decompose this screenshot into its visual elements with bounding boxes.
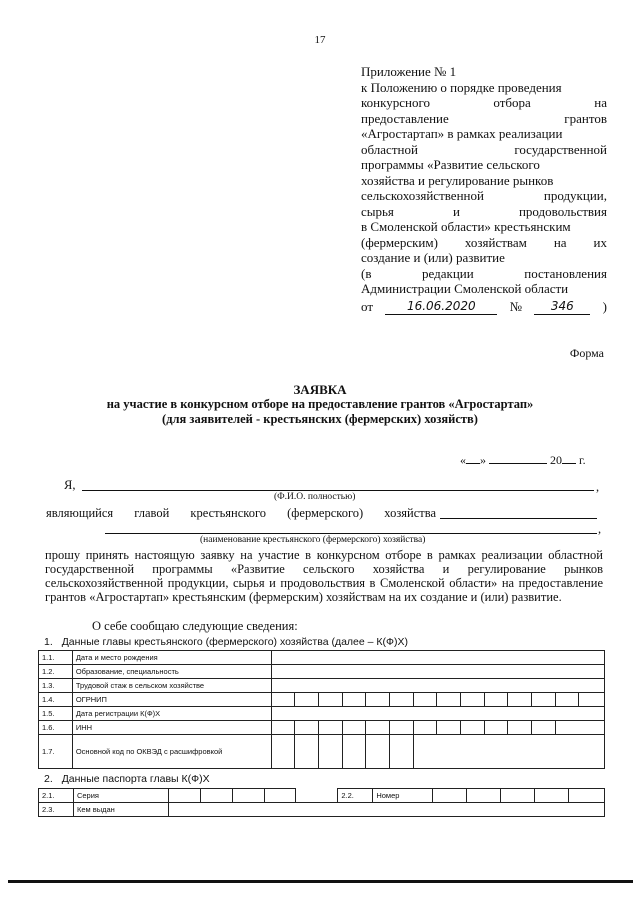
day-blank[interactable] (466, 452, 480, 464)
ogrnip-digit-cell[interactable] (484, 693, 508, 707)
number-digit-cell[interactable] (467, 789, 501, 803)
appendix-word: (в (361, 265, 372, 281)
spacer-cell (296, 789, 338, 803)
table-row (39, 735, 605, 769)
inn-digit-cell[interactable] (484, 721, 508, 735)
row-number: 2.3. (39, 803, 74, 817)
table-row (39, 707, 605, 721)
month-blank[interactable] (489, 452, 547, 464)
inn-digit-cell[interactable] (460, 721, 484, 735)
title-line-3: (для заявителей - крестьянских (фермерских) хозяйств) (162, 412, 478, 426)
okved-description-cell[interactable] (413, 735, 604, 769)
year-blank[interactable] (562, 452, 576, 464)
section1-heading (44, 636, 408, 648)
appendix-line (361, 80, 607, 96)
appendix-line (361, 95, 607, 111)
row-number: 1.6. (39, 721, 73, 735)
row-label: Кем выдан (73, 803, 168, 817)
series-digit-cell[interactable] (168, 789, 200, 803)
appendix-line (361, 111, 607, 127)
farm-comma: , (598, 522, 602, 536)
ogrnip-digit-cell[interactable] (390, 693, 414, 707)
appendix-line (361, 204, 607, 220)
appendix-word: к Положению о порядке проведения (361, 79, 562, 95)
inn-digit-cell[interactable] (437, 721, 461, 735)
section2-number: 2. (44, 773, 53, 785)
inn-digit-cell[interactable] (413, 721, 437, 735)
okved-digit-cell[interactable] (366, 735, 390, 769)
fio-caption: (Ф.И.О. полностью) (274, 492, 356, 502)
appendix-word: и (452, 203, 460, 219)
appendix-word: (фермерским) (361, 234, 438, 250)
table-row (39, 651, 605, 665)
appendix-word: предоставление (361, 110, 449, 126)
inn-digit-cell[interactable] (508, 721, 532, 735)
appendix-line (361, 281, 607, 297)
inn-digit-cell[interactable] (342, 721, 366, 735)
appendix-word: конкурсного (361, 95, 430, 110)
form-label: Форма (569, 346, 604, 360)
section2-title: Данные паспорта главы К(Ф)Х (61, 773, 210, 785)
farm-name-field-2[interactable] (105, 533, 597, 534)
row-number: 1.4. (39, 693, 73, 707)
ogrnip-digit-cell[interactable] (319, 693, 343, 707)
education-cell[interactable] (271, 665, 604, 679)
appendix-line (361, 235, 607, 251)
appendix-word: Администрации Смоленской области (361, 281, 569, 296)
year-prefix: 20 (550, 453, 562, 467)
ogrnip-digit-cell[interactable] (437, 693, 461, 707)
appendix-word: сельскохозяйственной (361, 188, 484, 203)
number-digit-cell[interactable] (568, 789, 604, 803)
appendix-date-line (361, 299, 607, 316)
row-number: 1.5. (39, 707, 73, 721)
row-label: Основной код по ОКВЭД с расшифровкой (72, 735, 271, 769)
table-row (39, 679, 605, 693)
appendix-line (361, 266, 607, 282)
table-row (39, 665, 605, 679)
section2-table (38, 788, 605, 817)
date-line (460, 452, 586, 468)
ogrnip-digit-cell[interactable] (555, 693, 579, 707)
okved-digit-cell[interactable] (319, 735, 343, 769)
birth-date-place-cell[interactable] (271, 651, 604, 665)
ot-label: от (361, 298, 374, 314)
appendix-word: «Агростартап» в рамках реализации (361, 126, 563, 141)
title-line-1: ЗАЯВКА (293, 382, 347, 397)
close-paren: ) (602, 298, 607, 314)
appendix-line (361, 173, 607, 189)
okved-digit-cell[interactable] (271, 735, 295, 769)
row-label: Образование, специальность (72, 665, 271, 679)
appendix-block (361, 64, 607, 315)
ogrnip-digit-cell[interactable] (508, 693, 532, 707)
appendix-word: сырья (361, 203, 394, 219)
number-digit-cell[interactable] (433, 789, 467, 803)
appendix-word: хозяйства и регулирование рынков (361, 172, 554, 188)
appendix-word: областной (361, 141, 418, 157)
appendix-line (361, 188, 607, 204)
row-label: Трудовой стаж в сельском хозяйстве (72, 679, 271, 693)
close-quote: » (480, 453, 486, 467)
about-self: О себе сообщаю следующие сведения: (92, 619, 298, 633)
table-row (39, 789, 605, 803)
farm-name-field-1[interactable] (440, 518, 597, 519)
appendix-line (361, 157, 607, 173)
series-digit-cell[interactable] (232, 789, 264, 803)
request-paragraph: прошу принять настоящую заявку на участие в конкурсном отборе в рамках реализации областной государственной программы «Развитие сельского хозяйства и регулирование рынков сельскохозяйственной продукции, сырья и продовольствия в Смоленской области» на предоставление грантов «Агростартап» крестьянским (фермерским) хозяйствам на их создание и (или) развитие. (45, 548, 603, 604)
row-number: 2.2. (338, 789, 373, 803)
inn-digit-cell[interactable] (531, 721, 555, 735)
section1-title: Данные главы крестьянского (фермерского) хозяйства (далее – К(Ф)Х) (61, 636, 408, 648)
inn-blank-cell (555, 721, 604, 735)
row-number: 2.1. (39, 789, 74, 803)
appendix-word: в Смоленской области» крестьянским (361, 219, 571, 234)
table-row (39, 721, 605, 735)
appendix-word: на (553, 234, 567, 250)
ogrnip-digit-cell[interactable] (460, 693, 484, 707)
issued-by-cell[interactable] (168, 803, 604, 817)
appendix-text (361, 80, 607, 297)
appendix-line (361, 126, 607, 142)
open-quote: « (460, 453, 466, 467)
appendix-word: хозяйствам (464, 234, 527, 250)
row-number: 1.1. (39, 651, 73, 665)
work-experience-cell[interactable] (271, 679, 604, 693)
row-number: 1.2. (39, 665, 73, 679)
application-title (0, 382, 640, 427)
series-digit-cell[interactable] (200, 789, 232, 803)
row-label: ИНН (72, 721, 271, 735)
row-label: ОГРНИП (72, 693, 271, 707)
appendix-title: Приложение № 1 (361, 64, 457, 79)
title-line-2: на участие в конкурсном отборе на предоставление грантов «Агростартап» (106, 397, 534, 411)
table-row (39, 693, 605, 707)
inn-digit-cell[interactable] (295, 721, 319, 735)
inn-digit-cell[interactable] (366, 721, 390, 735)
appendix-word: отбора (493, 95, 531, 110)
page-number: 17 (314, 34, 326, 46)
section2-heading (44, 773, 210, 785)
appendix-word: на (594, 95, 607, 110)
ogrnip-digit-cell[interactable] (366, 693, 390, 707)
number-digit-cell[interactable] (535, 789, 569, 803)
appendix-line (361, 250, 607, 266)
registration-date-cell[interactable] (271, 707, 604, 721)
section1-number: 1. (44, 636, 53, 648)
row-label: Номер (373, 789, 433, 803)
row-number: 1.7. (39, 735, 73, 769)
appendix-word: постановления (524, 265, 607, 281)
okved-digit-cell[interactable] (295, 735, 319, 769)
appendix-word: программы «Развитие сельского (361, 157, 540, 172)
section1-table (38, 650, 605, 769)
appendix-word: создание и (или) развитие (361, 250, 505, 265)
ogrnip-digit-cell[interactable] (531, 693, 555, 707)
ogrnip-digit-cell[interactable] (413, 693, 437, 707)
inn-digit-cell[interactable] (319, 721, 343, 735)
ogrnip-digit-cell[interactable] (295, 693, 319, 707)
series-digit-cell[interactable] (264, 789, 296, 803)
num-label: № (509, 298, 523, 314)
fio-comma: , (596, 480, 600, 494)
ogrnip-digit-cell[interactable] (271, 693, 295, 707)
appendix-word: продовольствия (518, 203, 607, 219)
appendix-word: продукции, (543, 188, 607, 203)
fio-field[interactable] (82, 490, 594, 491)
handwritten-number: 346 (534, 299, 590, 316)
okved-digit-cell[interactable] (390, 735, 414, 769)
year-suffix: г. (579, 453, 586, 467)
appendix-word: редакции (422, 265, 474, 281)
appendix-line (361, 142, 607, 158)
page-bottom-edge (8, 880, 633, 883)
number-digit-cell[interactable] (501, 789, 535, 803)
ogrnip-digit-cell[interactable] (579, 693, 605, 707)
row-number: 1.3. (39, 679, 73, 693)
handwritten-date: 16.06.2020 (385, 299, 497, 316)
farm-name-caption: (наименование крестьянского (фермерского) хозяйства) (200, 535, 426, 545)
okved-digit-cell[interactable] (342, 735, 366, 769)
row-label: Дата регистрации К(Ф)Х (72, 707, 271, 721)
table-row (39, 803, 605, 817)
row-label: Серия (73, 789, 168, 803)
appendix-word: государственной (514, 141, 607, 157)
ogrnip-digit-cell[interactable] (342, 693, 366, 707)
row-label: Дата и место рождения (72, 651, 271, 665)
appendix-word: их (593, 234, 607, 250)
appendix-word: грантов (564, 110, 607, 126)
inn-digit-cell[interactable] (271, 721, 295, 735)
appendix-line (361, 219, 607, 235)
inn-digit-cell[interactable] (390, 721, 414, 735)
being-head-text: являющийся главой крестьянского (фермерского) хозяйства (46, 506, 436, 520)
ya-label: Я, (64, 478, 76, 492)
